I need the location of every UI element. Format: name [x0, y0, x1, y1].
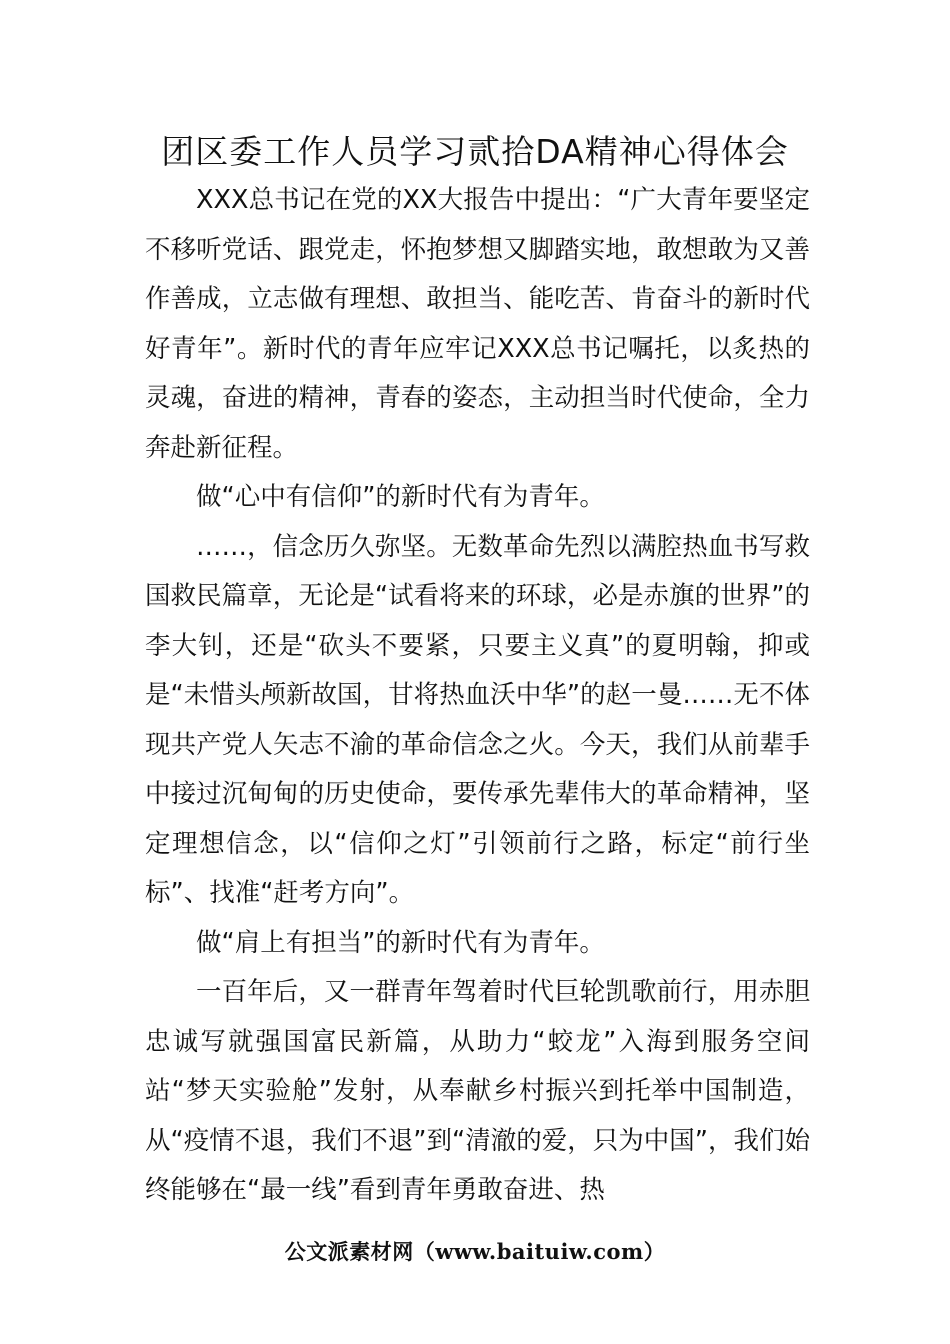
paragraph-intro: XXX总书记在党的XX大报告中提出：“广大青年要坚定不移听党话、跟党走，怀抱梦想又脚踏实地，敢想敢为又善作善成，立志做有理想、敢担当、能吃苦、肯奋斗的新时代好青年”。新时代的青年应牢记XXX总书记嘱托，以炙热的灵魂，奋进的精神，青春的姿态，主动担当时代使命，全力奔赴新征程。 — [145, 185, 810, 463]
paragraph-heading-faith: 做“心中有信仰”的新时代有为青年。 — [196, 482, 605, 512]
paragraph-heading-responsibility: 做“肩上有担当”的新时代有为青年。 — [196, 927, 605, 958]
footer-watermark: 公文派素材网（www.baituiw.com） — [284, 1239, 666, 1264]
paragraph-responsibility: 一百年后，又一群青年驾着时代巨轮凯歌前行，用赤胆忠诚写就强国富民新篇，从助力“蛟龙”入海到服务空间站“梦天实验舱”发射，从奉献乡村振兴到托举中国制造，从“疫情不退，我们不退”到“清澈的爱，只为中国”，我们始终能够在“最一线”看到青年勇敢奋进、热 — [145, 977, 810, 1205]
paragraph-faith: ……，信念历久弥坚。无数革命先烈以满腔热血书写救国救民篇章，无论是“试看将来的环球，必是赤旗的世界”的李大钊，还是“砍头不要紧，只要主义真”的夏明翰，抑或是“未惜头颅新故国，甘将热血沃中华”的赵一曼……无不体现共产党人矢志不渝的革命信念之火。今天，我们从前辈手中接过沉甸甸的历史使命，要传承先辈伟大的革命精神，坚定理想信念，以“信仰之灯”引领前行之路，标定“前行坐标”、找准“赶考方向”。 — [145, 531, 810, 908]
document-title: 团区委工作人员学习贰拾DA精神心得体会 — [161, 132, 789, 171]
document-body — [145, 176, 810, 1216]
